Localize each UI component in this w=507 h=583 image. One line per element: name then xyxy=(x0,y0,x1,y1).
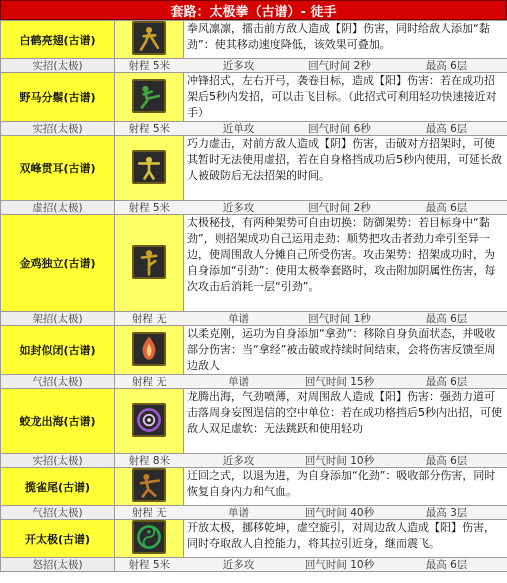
fire-aura-icon xyxy=(132,332,166,366)
skill-name: 白鹤亮翅(古谱) xyxy=(1,21,115,59)
skill-stats-row xyxy=(1,454,507,468)
skill-description: 冲锋招式，左右开弓，袭卷目标，造成【阳】伤害：若在成功招架后5秒内发招，可以击飞目标。（此招式可利用轻功快速接近对手） xyxy=(184,73,507,122)
skill-category: 虚招(太极) xyxy=(1,201,115,215)
skill-cast-type: 近多攻 xyxy=(184,59,294,73)
skill-range: 射程 无 xyxy=(115,312,184,326)
skill-icon-cell xyxy=(115,136,184,201)
skill-stats-row xyxy=(1,375,507,389)
crane-stance-icon xyxy=(132,245,166,279)
skill-stats-row xyxy=(1,312,507,326)
skill-description: 开放太极，挪移乾坤，虚空旋引，对周边敌人造成【阳】伤害，同时夺取敌人自控能力，将其拉引近身，继而震飞。 xyxy=(184,520,507,558)
skill-max-stacks: 最高 6层 xyxy=(386,312,507,326)
skill-cast-type: 单谱 xyxy=(184,312,294,326)
skill-range: 射程 5米 xyxy=(115,59,184,73)
skill-max-stacks: 最高 6层 xyxy=(386,454,507,468)
skill-name: 蛟龙出海(古谱) xyxy=(1,389,115,454)
skill-stats-row xyxy=(1,59,507,73)
skill-category: 气招(太极) xyxy=(1,506,115,520)
skill-cast-type: 近多攻 xyxy=(184,558,294,572)
skill-max-stacks: 最高 6层 xyxy=(386,375,507,389)
skill-icon-cell xyxy=(115,468,184,506)
stance-fighter-icon xyxy=(132,21,166,55)
skill-stats-row xyxy=(1,201,507,215)
skill-stats-row xyxy=(1,506,507,520)
skill-row xyxy=(1,389,507,454)
skill-max-stacks: 最高 6层 xyxy=(386,201,507,215)
skill-icon-cell xyxy=(115,215,184,312)
skills-body xyxy=(1,21,507,572)
skill-cast-type: 单谱 xyxy=(184,506,294,520)
skill-name: 开太极(古谱) xyxy=(1,520,115,558)
green-kick-icon xyxy=(132,79,166,113)
skill-cooldown: 回气时间 15秒 xyxy=(294,375,386,389)
skill-name: 如封似闭(古谱) xyxy=(1,326,115,375)
skill-name: 金鸡独立(古谱) xyxy=(1,215,115,312)
skill-category: 怒招(太极) xyxy=(1,558,115,572)
skill-cooldown: 回气时间 6秒 xyxy=(294,122,386,136)
skill-cooldown: 回气时间 2秒 xyxy=(294,59,386,73)
skill-stats-row xyxy=(1,122,507,136)
bird-tail-icon xyxy=(132,468,166,502)
skill-category: 实招(太极) xyxy=(1,454,115,468)
skill-category: 实招(太极) xyxy=(1,122,115,136)
skill-icon-cell xyxy=(115,520,184,558)
skill-row xyxy=(1,326,507,375)
skill-range: 射程 8米 xyxy=(115,454,184,468)
skill-name: 野马分鬃(古谱) xyxy=(1,73,115,122)
skill-row xyxy=(1,21,507,59)
skill-row xyxy=(1,136,507,201)
skill-range: 射程 5米 xyxy=(115,122,184,136)
skill-description: 龙腾出海，气劲喷薄，对周围敌人造成【阳】伤害：强劲力道可击落周身妄图逞信的空中单位：若在成功格挡后5秒内出招，可使敌人双足虚软：无法跳跃和使用轻功 xyxy=(184,389,507,454)
skill-cast-type: 近单攻 xyxy=(184,122,294,136)
skill-name: 揽雀尾(古谱) xyxy=(1,468,115,506)
skill-stats-row xyxy=(1,558,507,572)
skill-description: 以柔克刚，运功为自身添加“拿劲”：移除自身负面状态，并吸收部分伤害：当“拿经”被击破或持续时间结束，会将伤害反馈至周边敌人 xyxy=(184,326,507,375)
dual-strike-icon xyxy=(132,150,166,184)
skill-cooldown: 回气时间 2秒 xyxy=(294,201,386,215)
skill-icon-cell xyxy=(115,21,184,59)
skill-cooldown: 回气时间 10秒 xyxy=(294,454,386,468)
skill-cast-type: 近多攻 xyxy=(184,201,294,215)
skill-row xyxy=(1,468,507,506)
skill-range: 射程 5米 xyxy=(115,201,184,215)
skill-max-stacks: 最高 3层 xyxy=(386,506,507,520)
skill-cast-type: 近多攻 xyxy=(184,454,294,468)
skill-cooldown: 回气时间 40秒 xyxy=(294,506,386,520)
skill-icon-cell xyxy=(115,389,184,454)
dragon-spiral-icon xyxy=(132,403,166,437)
skill-description: 迂回之式，以退为进，为自身添加“化劲”：吸收部分伤害，同时恢复自身内力和气血。 xyxy=(184,468,507,506)
skill-category: 实招(太极) xyxy=(1,59,115,73)
skill-icon-cell xyxy=(115,73,184,122)
skill-description: 拳风凛凛，擂击前方敌人造成【阴】伤害，同时给敌人添加“黏劲”：使其移动速度降低，该效果可叠加。 xyxy=(184,21,507,59)
skill-category: 架招(太极) xyxy=(1,312,115,326)
skill-row xyxy=(1,215,507,312)
skill-description: 太极秘技，有两种架势可自由切换：防御架势：若目标身中“黏劲”，则招架成功自己运用走劲：顺势把攻击者劲力牵引至异一边，使周围敌人分摊自己所受伤害。攻击架势：招架成功时，为自身添加“引劲”：使用太极拳套路时，攻击附加阴属性伤害，每次攻击后消耗一层“引劲”。 xyxy=(184,215,507,312)
skill-max-stacks: 最高 6层 xyxy=(386,122,507,136)
taiji-circle-icon xyxy=(132,520,166,554)
skill-max-stacks: 最高 6层 xyxy=(386,59,507,73)
page-title: 套路：太极拳（古谱）- 徒手 xyxy=(0,0,507,20)
skill-range: 射程 无 xyxy=(115,375,184,389)
skills-table xyxy=(0,20,507,572)
skill-cooldown: 回气时间 10秒 xyxy=(294,558,386,572)
skill-category: 气招(太极) xyxy=(1,375,115,389)
skill-row xyxy=(1,520,507,558)
skill-cooldown: 回气时间 1秒 xyxy=(294,312,386,326)
skill-cast-type: 单谱 xyxy=(184,375,294,389)
skill-row xyxy=(1,73,507,122)
skill-range: 射程 无 xyxy=(115,506,184,520)
skill-range: 射程 5米 xyxy=(115,558,184,572)
skill-name: 双峰贯耳(古谱) xyxy=(1,136,115,201)
skill-max-stacks: 最高 6层 xyxy=(386,558,507,572)
skill-description: 巧力虚击，对前方敌人造成【阴】伤害，击破对方招架时，可使其暂时无法使用虚招，若在自身格挡成功后5秒内使用，可延长敌人被破防后无法招架的时间。 xyxy=(184,136,507,201)
skill-icon-cell xyxy=(115,326,184,375)
